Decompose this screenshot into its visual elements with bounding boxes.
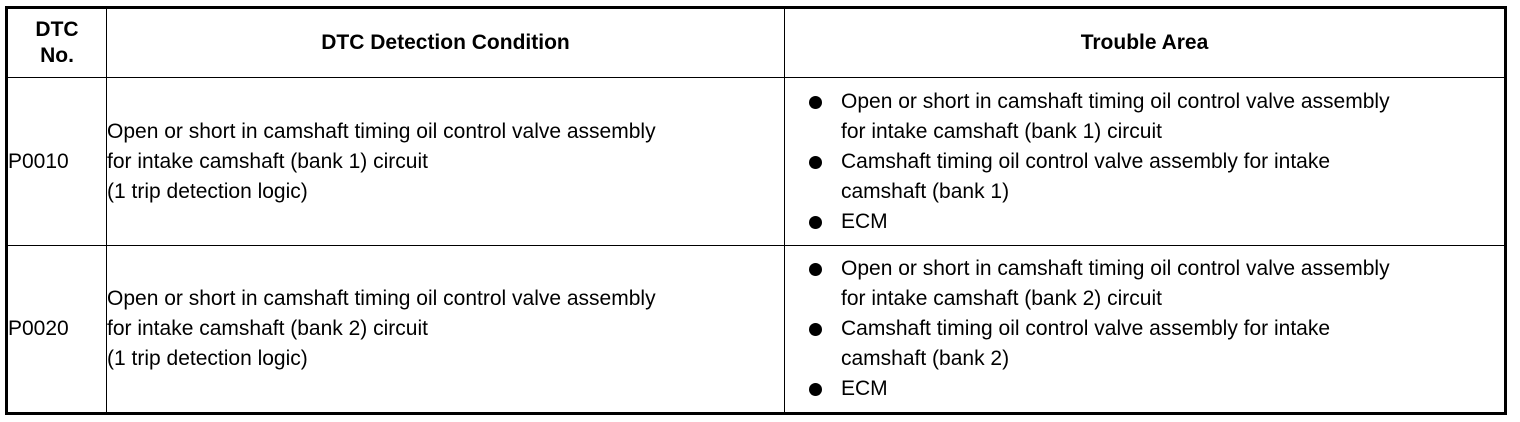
table-row: [7, 78, 1506, 246]
trouble-area-list: [785, 87, 1504, 237]
list-item: [809, 374, 1504, 404]
header-dtc-no-line2: No.: [40, 44, 74, 67]
trouble-area-line: Open or short in camshaft timing oil control valve assembly: [841, 89, 1390, 113]
header-dtc-no: [7, 8, 107, 78]
condition-line: for intake camshaft (bank 1) circuit: [107, 149, 428, 173]
trouble-area-line: camshaft (bank 1): [841, 179, 1010, 203]
header-row: [7, 8, 1506, 78]
list-item: [809, 147, 1504, 207]
header-dtc-no-line1: DTC: [35, 18, 79, 41]
trouble-area-line: for intake camshaft (bank 2) circuit: [841, 287, 1162, 310]
dtc-code: P0020: [7, 246, 107, 414]
trouble-area-line: camshaft (bank 2): [841, 347, 1010, 370]
detection-condition-cell: [107, 246, 785, 414]
detection-condition-cell: [107, 78, 785, 246]
bullet-icon: [809, 323, 822, 336]
list-item: [809, 87, 1504, 147]
condition-line: (1 trip detection logic): [107, 179, 308, 203]
trouble-area-line: ECM: [841, 377, 888, 400]
dtc-table: [5, 6, 1507, 415]
trouble-area-list: [785, 254, 1504, 404]
list-item: [809, 254, 1504, 314]
trouble-area-line: ECM: [841, 209, 888, 233]
header-trouble-area: Trouble Area: [785, 8, 1506, 78]
list-item: [809, 207, 1504, 237]
condition-line: for intake camshaft (bank 2) circuit: [107, 317, 428, 340]
table-row: [7, 246, 1506, 414]
bullet-icon: [809, 96, 822, 109]
trouble-area-line: Camshaft timing oil control valve assembly for intake: [841, 149, 1331, 173]
trouble-area-line: Open or short in camshaft timing oil control valve assembly: [841, 257, 1390, 280]
bullet-icon: [809, 156, 822, 169]
bullet-icon: [809, 216, 822, 229]
trouble-area-cell: [785, 78, 1506, 246]
list-item: [809, 314, 1504, 374]
trouble-area-line: for intake camshaft (bank 1) circuit: [841, 119, 1162, 143]
header-detection-condition: DTC Detection Condition: [107, 8, 785, 78]
trouble-area-cell: [785, 246, 1506, 414]
bullet-icon: [809, 383, 822, 396]
condition-line: Open or short in camshaft timing oil control valve assembly: [107, 119, 656, 143]
condition-line: Open or short in camshaft timing oil control valve assembly: [107, 287, 656, 310]
dtc-code: P0010: [7, 78, 107, 246]
condition-line: (1 trip detection logic): [107, 347, 308, 370]
trouble-area-line: Camshaft timing oil control valve assembly for intake: [841, 317, 1331, 340]
bullet-icon: [809, 263, 822, 276]
